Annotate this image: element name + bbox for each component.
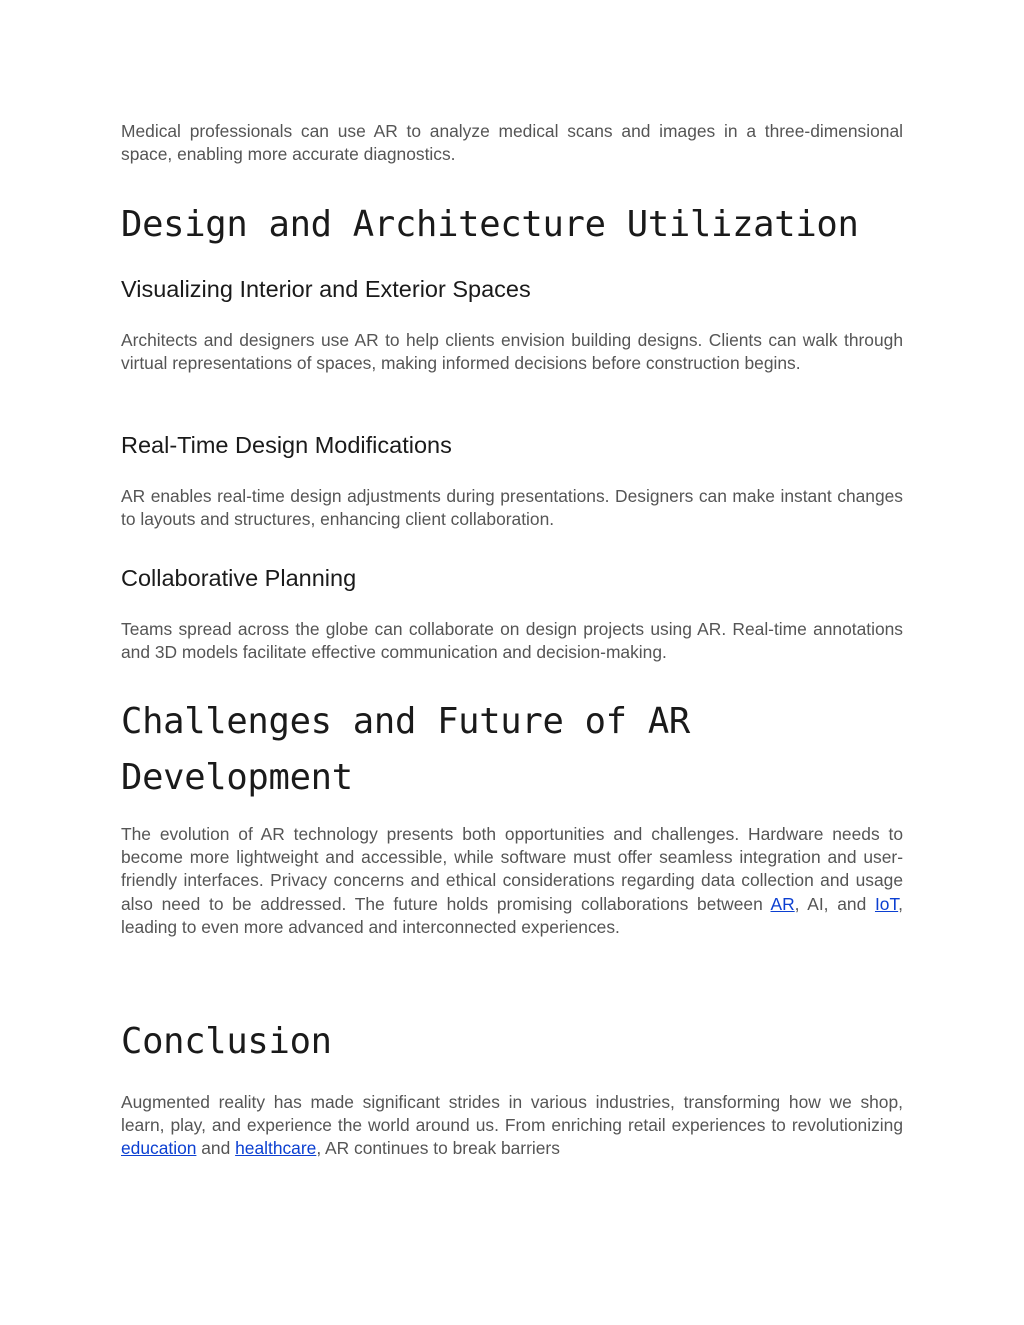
conclusion-heading: Conclusion <box>121 1021 332 1062</box>
conclusion-text-before: Augmented reality has made significant strides in various industries, transforming how we shop, learn, play, and experience the world around us. From enriching retail experiences to revolutionizing <box>121 1092 903 1136</box>
iot-link[interactable]: IoT <box>874 893 899 914</box>
design-section-heading: Design and Architecture Utilization <box>121 204 859 245</box>
challenges-section-heading: Challenges and Future of AR Development <box>121 701 690 798</box>
visualizing-spaces-heading: Visualizing Interior and Exterior Spaces <box>121 276 531 302</box>
collaborative-planning-heading: Collaborative Planning <box>121 565 357 591</box>
conclusion-paragraph <box>121 1091 903 1161</box>
collaborative-planning-paragraph: Teams spread across the globe can collaborate on design projects using AR. Real-time annotations and 3D models facilitate effective communication and decision-making. <box>121 619 903 663</box>
healthcare-link[interactable]: healthcare <box>235 1138 317 1159</box>
visualizing-spaces-paragraph: Architects and designers use AR to help clients envision building designs. Clients can walk through virtual representations of spaces, making informed decisions before construction begins. <box>121 330 903 374</box>
challenges-paragraph <box>121 823 903 939</box>
challenges-text-mid: , AI, and <box>794 893 875 914</box>
education-link[interactable]: education <box>121 1138 197 1159</box>
ar-link[interactable]: AR <box>770 893 795 914</box>
challenges-text-before: The evolution of AR technology presents both opportunities and challenges. Hardware needs to become more lightweight and accessible, while software must offer seamless integration and user-friendly interfaces. Privacy concerns and ethical considerations regarding data collection and usage also need to be addressed. The future holds promising collaborations between <box>121 824 903 914</box>
realtime-modifications-paragraph: AR enables real-time design adjustments during presentations. Designers can make instant changes to layouts and structures, enhancing client collaboration. <box>121 486 903 530</box>
intro-paragraph: Medical professionals can use AR to analyze medical scans and images in a three-dimensional space, enabling more accurate diagnostics. <box>121 121 903 165</box>
challenges-text-after: , leading to even more advanced and interconnected experiences. <box>121 893 904 937</box>
conclusion-text-mid: and <box>196 1138 236 1159</box>
conclusion-text-after: , AR continues to break barriers <box>316 1138 560 1159</box>
realtime-modifications-heading: Real-Time Design Modifications <box>121 432 452 458</box>
